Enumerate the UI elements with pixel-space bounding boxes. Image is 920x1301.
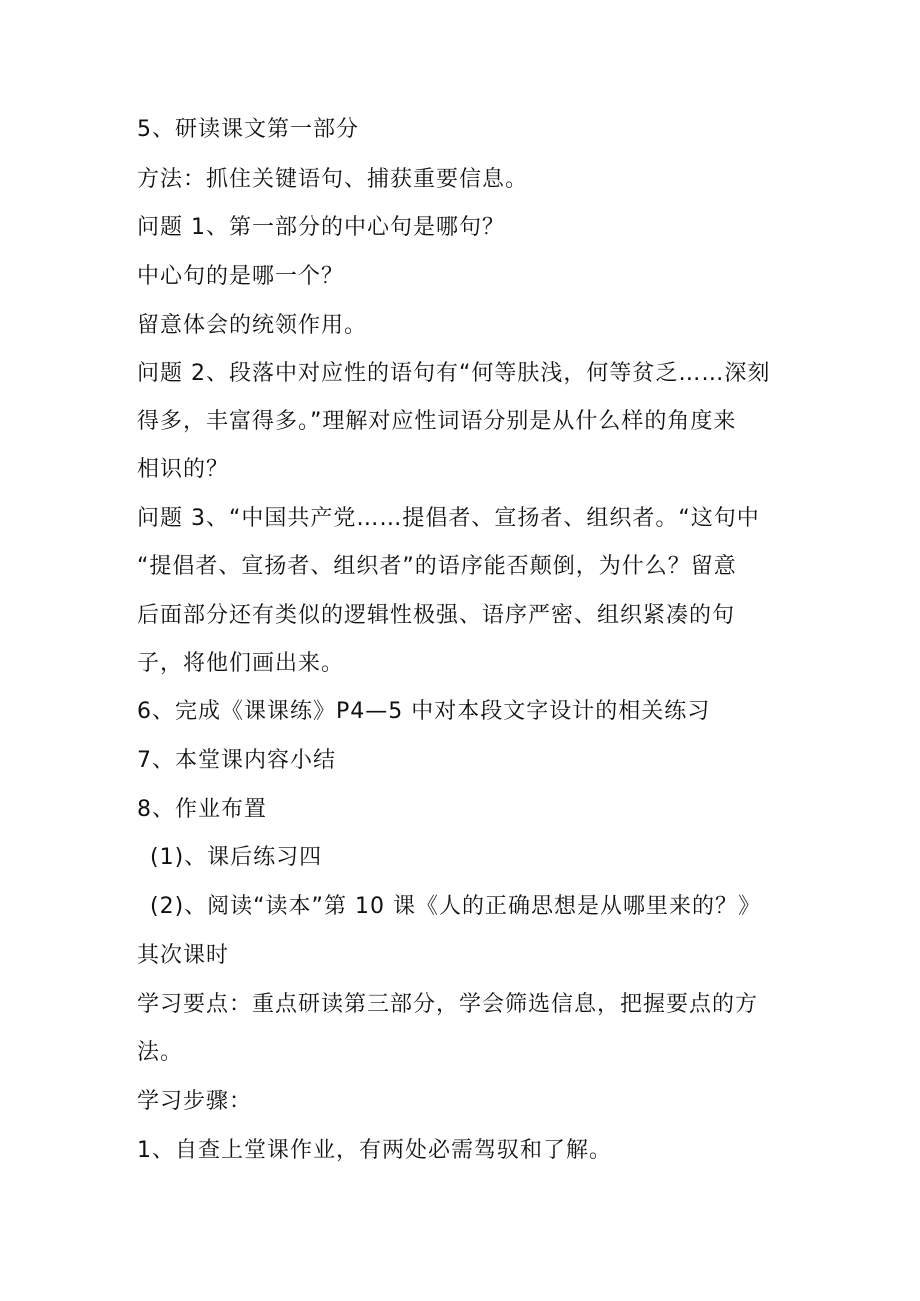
question-2-line-1: 问题 2、段落中对应性的语句有“何等肤浅，何等贫乏……深刻 <box>137 361 771 386</box>
section-8-line: 8、作业布置 <box>137 797 267 822</box>
question-3-line-2: “提倡者、宣扬者、组织者”的语序能否颠倒，为什么？留意 <box>137 554 737 579</box>
question-2-line-3: 相识的？ <box>137 457 230 482</box>
section-7-line: 7、本堂课内容小结 <box>137 748 336 773</box>
question-2-line-2: 得多，丰富得多。”理解对应性词语分别是从什么样的角度来 <box>137 409 737 434</box>
question-3-line-4: 子，将他们画出来。 <box>137 651 345 676</box>
learning-steps-heading: 学习步骤： <box>137 1089 253 1114</box>
second-lesson-heading: 其次课时 <box>137 943 230 968</box>
learning-points-line-1: 学习要点：重点研读第三部分，学会筛选信息，把握要点的方 <box>137 992 759 1017</box>
step-1-line: 1、自查上堂课作业，有两处必需驾驭和了解。 <box>137 1138 612 1163</box>
section-5-heading: 5、研读课文第一部分 <box>137 117 359 142</box>
question-3-line-1: 问题 3、“中国共产党……提倡者、宣扬者、组织者。“这句中 <box>137 506 760 531</box>
homework-item-1: (1)、课后练习四 <box>150 845 323 870</box>
central-sentence-line: 中心句的是哪一个？ <box>137 264 345 289</box>
section-6-line: 6、完成《课课练》P4—5 中对本段文字设计的相关练习 <box>137 699 711 724</box>
question-1: 问题 1、第一部分的中心句是哪句？ <box>137 215 505 240</box>
learning-points-line-2: 法。 <box>137 1040 184 1065</box>
method-line: 方法：抓住关键语句、捕获重要信息。 <box>137 167 529 192</box>
question-3-line-3: 后面部分还有类似的逻辑性极强、语序严密、组织紧凑的句 <box>137 603 736 628</box>
note-line: 留意体会的统领作用。 <box>137 313 368 338</box>
homework-item-2: (2)、阅读“读本”第 10 课《人的正确思想是从哪里来的？》 <box>150 894 761 919</box>
